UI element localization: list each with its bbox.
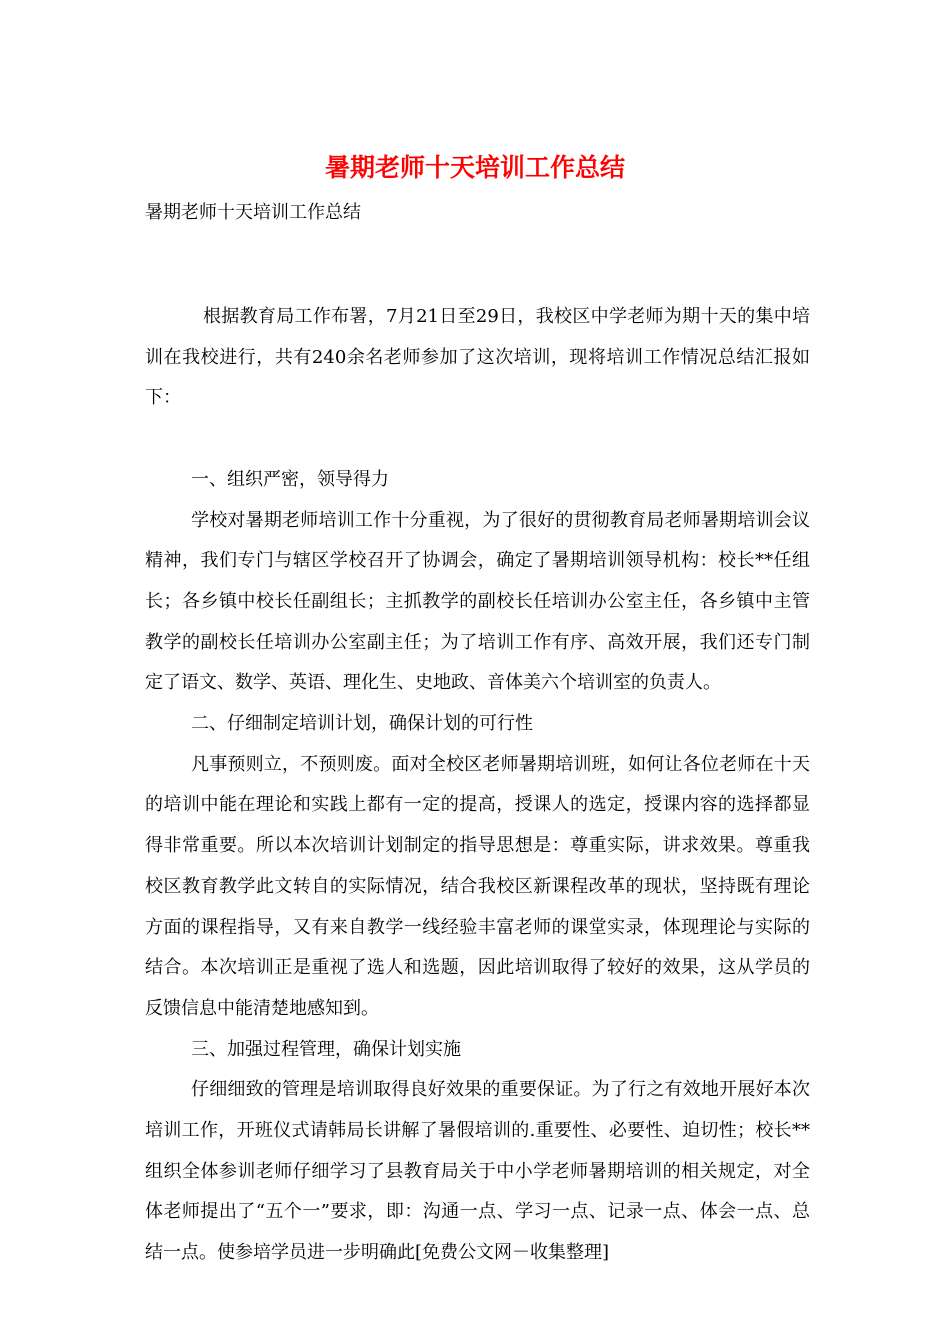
- section-body-2: 凡事预则立，不预则废。面对全校区老师暑期培训班，如何让各位老师在十天的培训中能在理论和实践上都有一定的提高，授课人的选定，授课内容的选择都显得非常重要。所以本次培训计划制定的指导思想是：尊重实际，讲求效果。尊重我校区教育教学此文转自的实际情况，结合我校区新课程改革的现状，坚持既有理论方面的课程指导，又有来自教学一线经验丰富老师的课堂实录，体现理论与实际的结合。本次培训正是重视了选人和选题，因此培训取得了较好的效果，这从学员的反馈信息中能清楚地感知到。: [145, 753, 810, 1019]
- paragraph-spacer: [145, 419, 810, 460]
- section-body-3: 仔细细致的管理是培训取得良好效果的重要保证。为了行之有效地开展好本次培训工作，开班仪式请韩局长讲解了暑假培训的.重要性、必要性、迫切性；校长**组织全体参训老师仔细学习了县教育局关于中小学老师暑期培训的相关规定，对全体老师提出了“五个一”要求，即：沟通一点、学习一点、记录一点、体会一点、总结一点。使参培学员进一步明确此[免费公文网－收集整理]: [145, 1079, 810, 1264]
- section-body-1: 学校对暑期老师培训工作十分重视，为了很好的贯彻教育局老师暑期培训会议精神，我们专门与辖区学校召开了协调会，确定了暑期培训领导机构：校长**任组长；各乡镇中校长任副组长；主抓教学的副校长任培训办公室主任，各乡镇中主管教学的副校长任培训办公室副主任；为了培训工作有序、高效开展，我们还专门制定了语文、数学、英语、理化生、史地政、音体美六个培训室的负责人。: [145, 509, 810, 694]
- intro-paragraph: 根据教育局工作布署，7月21日至29日，我校区中学老师为期十天的集中培训在我校进行，共有240余名老师参加了这次培训，现将培训工作情况总结汇报如下：: [145, 306, 810, 409]
- section-heading-3: 三、加强过程管理，确保计划实施: [191, 1038, 461, 1060]
- document-title: 暑期老师十天培训工作总结: [324, 153, 625, 182]
- document-body: [145, 297, 810, 1274]
- section-heading-1: 一、组织严密，领导得力: [191, 468, 389, 490]
- document-subtitle: 暑期老师十天培训工作总结: [145, 202, 361, 223]
- section-heading-2: 二、仔细制定培训计划，确保计划的可行性: [191, 713, 533, 735]
